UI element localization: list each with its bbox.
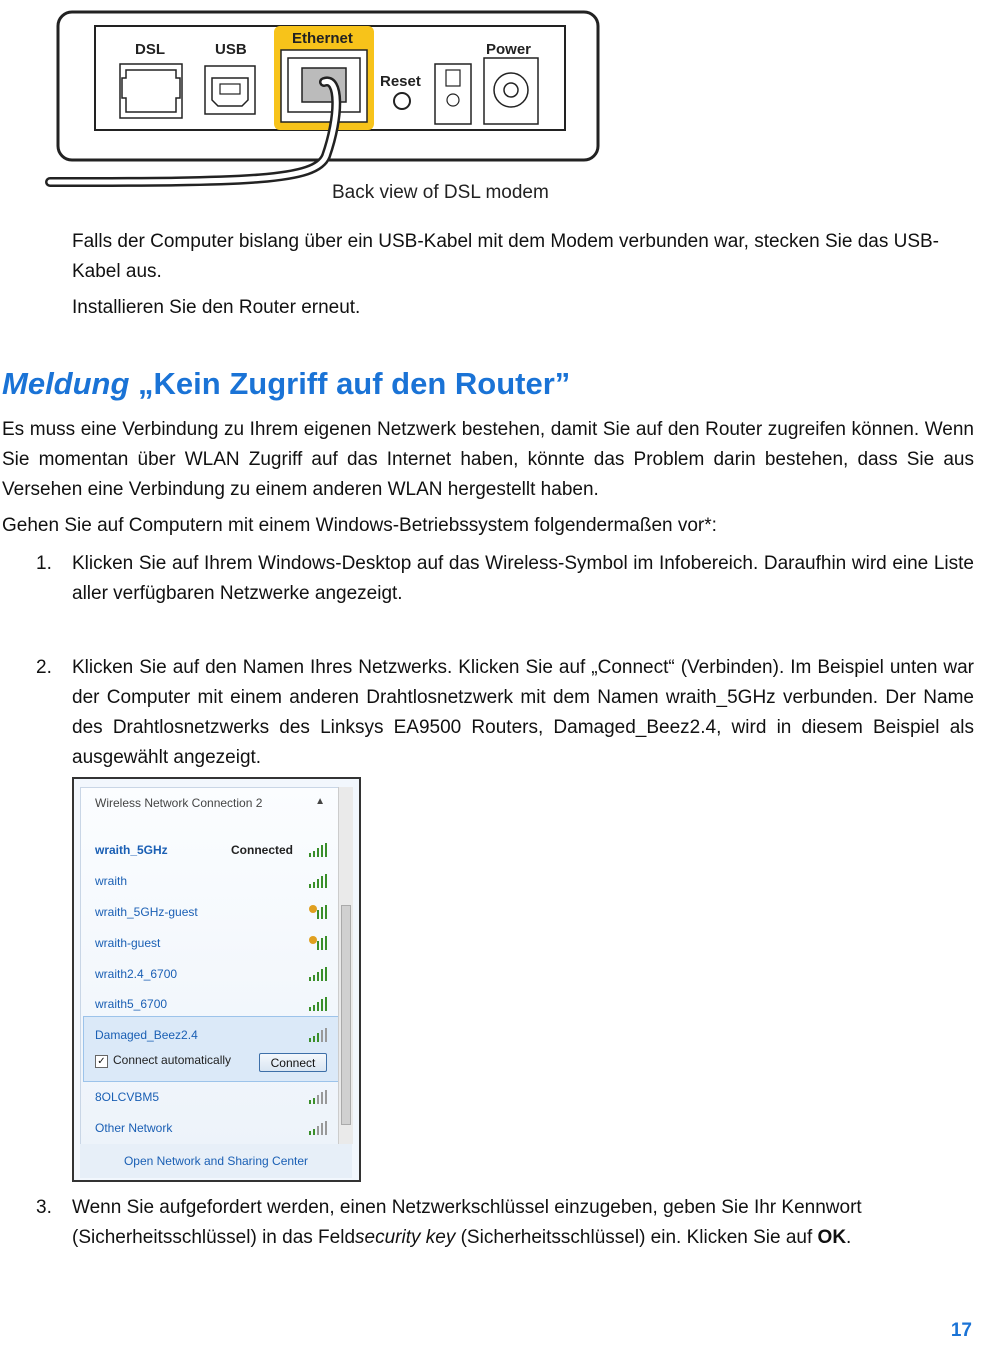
section-title-rest: „Kein Zugriff auf den Router” (129, 366, 571, 401)
port-label-reset: Reset (380, 73, 421, 90)
step-3-text (72, 1193, 974, 1253)
port-label-power: Power (486, 41, 532, 58)
intro-paragraph-reinstall: Installieren Sie den Router erneut. (72, 297, 361, 318)
step-3-security-key: security key (355, 1227, 456, 1248)
port-label-dsl: DSL (135, 41, 165, 58)
section-paragraph: Es muss eine Verbindung zu Ihrem eigenen Netzwerk bestehen, damit Sie auf den Router zugreifen können. Wenn Sie momentan über WLAN Zugriff auf das Internet haben, könnte das Problem darin bestehen, dass Sie aus Versehen eine Verbindung zu einem anderen WLAN hergestellt haben. (2, 419, 974, 500)
network-item[interactable]: wraith5_6700 (95, 997, 168, 1011)
collapse-icon[interactable]: ▲ (315, 796, 325, 807)
network-item[interactable]: Other Network (95, 1121, 173, 1135)
scrollbar[interactable] (338, 787, 353, 1144)
network-item[interactable]: wraith (95, 874, 128, 888)
connected-status: Connected (231, 843, 294, 857)
page-number: 17 (950, 1320, 972, 1341)
signal-strength-icon (309, 1028, 327, 1042)
signal-strength-icon (309, 967, 327, 981)
port-label-usb: USB (215, 41, 247, 58)
step-1-text: Klicken Sie auf Ihrem Windows-Desktop auf das Wireless-Symbol im Infobereich. Daraufhin wird eine Liste aller verfügbaren Netzwerke angezeigt. (72, 553, 974, 604)
network-item[interactable]: wraith_5GHz (95, 843, 168, 857)
diagram-caption: Back view of DSL modem (332, 182, 549, 203)
section-instruction: Gehen Sie auf Computern mit einem Windows-Betriebssystem folgendermaßen vor*: (2, 515, 717, 536)
signal-strength-icon (309, 843, 327, 857)
signal-strength-icon (309, 874, 327, 888)
signal-strength-warning-icon (309, 905, 327, 919)
signal-strength-warning-icon (309, 936, 327, 950)
modem-back-diagram (40, 6, 610, 206)
step-2-number: 2. (36, 657, 52, 678)
section-title (2, 360, 570, 408)
section-title-italic: Meldung (2, 366, 130, 401)
step-3-ok: OK (817, 1227, 847, 1248)
port-label-ethernet: Ethernet (292, 30, 353, 47)
intro-paragraph-usb: Falls der Computer bislang über ein USB-Kabel mit dem Modem verbunden war, stecken Sie das USB-Kabel aus. (72, 231, 940, 282)
network-item[interactable]: wraith-guest (95, 936, 161, 950)
step-1-number: 1. (36, 553, 52, 574)
network-item[interactable]: wraith2.4_6700 (95, 967, 178, 981)
step-3-text-a: Wenn Sie aufgefordert werden, einen Netzwerkschlüssel einzugeben, geben Sie Ihr Kennwort (Sicherheitsschlüssel) in das Feld (72, 1197, 862, 1248)
signal-strength-icon (309, 997, 327, 1011)
step-3-text-end: . (846, 1227, 852, 1248)
open-network-sharing-center-link[interactable]: Open Network and Sharing Center (80, 1144, 352, 1178)
step-2-text: Klicken Sie auf den Namen Ihres Netzwerks. Klicken Sie auf „Connect“ (Verbinden). Im Beispiel unten war der Computer mit einem anderen Drahtlosnetzwerk mit dem Namen wraith_5GHz verbunden. Der Name des Drahtlosnetzwerks des Linksys EA9500 Routers, Damaged_Beez2.4, wird in diesem Beispiel als ausgewählt angezeigt. (72, 657, 974, 768)
signal-strength-icon (309, 1090, 327, 1104)
scrollbar-thumb[interactable] (341, 905, 351, 1125)
connect-button[interactable]: Connect (259, 1053, 327, 1072)
network-item[interactable]: Damaged_Beez2.4 (95, 1028, 198, 1042)
connect-automatically-checkbox[interactable]: ✓ (95, 1055, 108, 1068)
step-3-number: 3. (36, 1197, 52, 1218)
network-item[interactable]: wraith_5GHz-guest (95, 905, 198, 919)
wireless-panel (80, 787, 340, 1146)
wireless-header: Wireless Network Connection 2 (95, 796, 263, 810)
connect-automatically-label: Connect automatically (113, 1053, 232, 1067)
network-item[interactable]: 8OLCVBM5 (95, 1090, 160, 1104)
signal-strength-icon (309, 1121, 327, 1135)
step-3-text-b: (Sicherheitsschlüssel) ein. Klicken Sie auf (455, 1227, 818, 1248)
wireless-network-list (72, 777, 361, 1182)
